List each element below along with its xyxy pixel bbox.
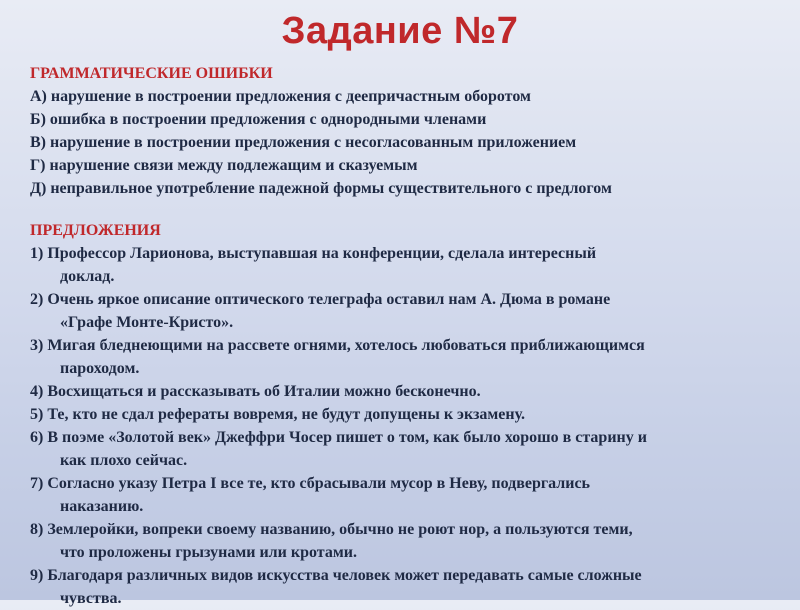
sentence-item-2 xyxy=(30,288,782,334)
sentence-continuation: «Графе Монте-Кристо». xyxy=(60,314,234,331)
sentence-continuation: что проложены грызунами или кротами. xyxy=(60,544,357,561)
sentence-line: 4) Восхищаться и рассказывать об Италии можно бесконечно. xyxy=(30,383,481,400)
sentence-line: 9) Благодаря различных видов искусства человек может передавать самые сложные xyxy=(30,567,642,584)
sentence-line: 8) Землеройки, вопреки своему названию, обычно не роют нор, а пользуются теми, xyxy=(30,521,633,538)
sentence-item-1 xyxy=(30,242,782,288)
sentence-item-6 xyxy=(30,426,782,472)
section-spacer xyxy=(30,200,782,219)
sentence-item-3 xyxy=(30,334,782,380)
sentence-line: 5) Те, кто не сдал рефераты вовремя, не будут допущены к экзамену. xyxy=(30,406,525,423)
sentence-item-7 xyxy=(30,472,782,518)
slide-content xyxy=(30,62,782,610)
sentence-continuation: как плохо сейчас. xyxy=(60,452,188,469)
sentence-item-5 xyxy=(30,403,782,426)
sentence-continuation: чувства. xyxy=(60,590,122,607)
error-item-a: А) нарушение в построении предложения с деепричастным оборотом xyxy=(30,88,531,105)
sentence-continuation: пароходом. xyxy=(60,360,140,377)
error-item-b: Б) ошибка в построении предложения с однородными членами xyxy=(30,111,487,128)
sentence-line: 7) Согласно указу Петра I все те, кто сбрасывали мусор в Неву, подвергались xyxy=(30,475,590,492)
sentence-item-8 xyxy=(30,518,782,564)
sentence-line: 6) В поэме «Золотой век» Джеффри Чосер пишет о том, как было хорошо в старину и xyxy=(30,429,647,446)
sentence-continuation: доклад. xyxy=(60,268,115,285)
sentence-item-4 xyxy=(30,380,782,403)
error-item-d: Д) неправильное употребление падежной формы существительного с предлогом xyxy=(30,180,612,197)
error-item-g: Г) нарушение связи между подлежащим и сказуемым xyxy=(30,157,418,174)
sentence-item-9 xyxy=(30,564,782,610)
slide-title: Задание №7 xyxy=(281,10,519,52)
sentences-heading: ПРЕДЛОЖЕНИЯ xyxy=(30,222,161,239)
error-item-v: В) нарушение в построении предложения с несогласованным приложением xyxy=(30,134,577,151)
sentence-continuation: наказанию. xyxy=(60,498,144,515)
errors-heading: ГРАММАТИЧЕСКИЕ ОШИБКИ xyxy=(30,65,273,82)
sentence-line: 2) Очень яркое описание оптического телеграфа оставил нам А. Дюма в романе xyxy=(30,291,611,308)
sentence-line: 3) Мигая бледнеющими на рассвете огнями, хотелось любоваться приближающимся xyxy=(30,337,645,354)
sentence-line: 1) Профессор Ларионова, выступавшая на конференции, сделала интересный xyxy=(30,245,597,262)
